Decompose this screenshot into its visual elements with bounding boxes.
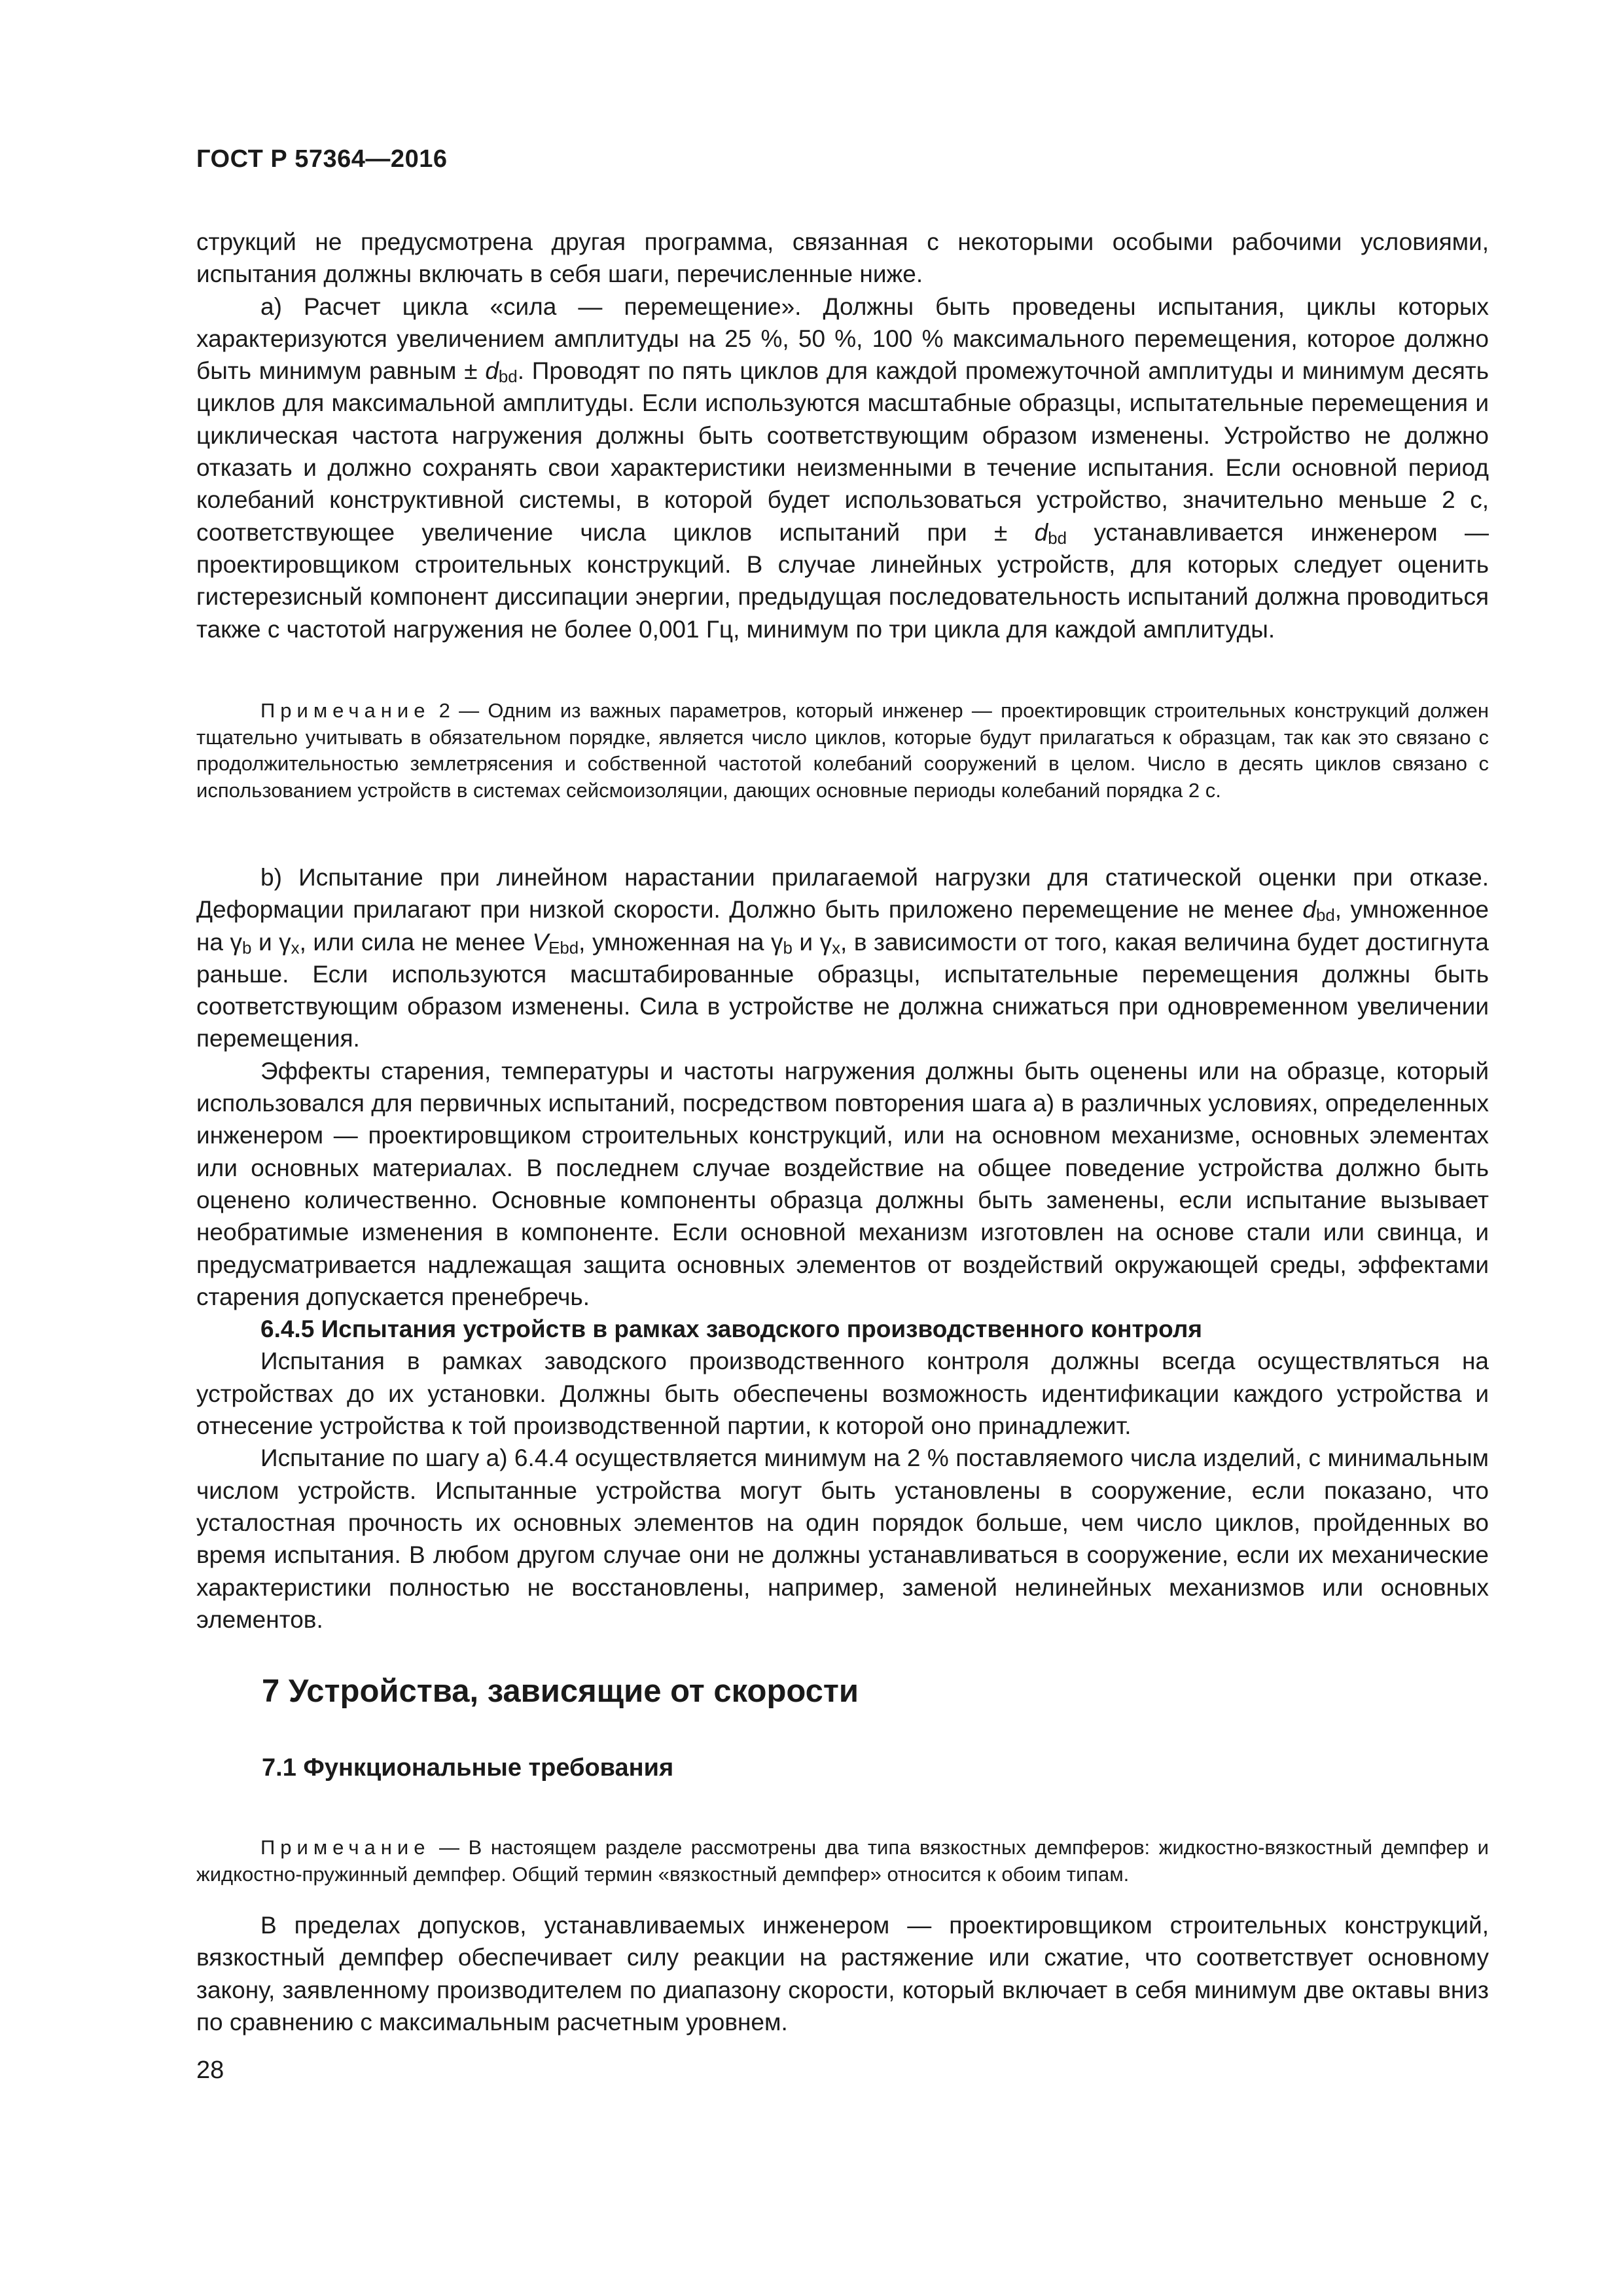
subsection-6-4-5-heading: 6.4.5 Испытания устройств в рамках заводского производственного контроля (260, 1316, 1202, 1343)
note-label: Примечание (260, 699, 431, 722)
subsection-7-1-heading: 7.1 Функциональные требования (262, 1754, 674, 1782)
page-number: 28 (196, 2056, 224, 2084)
note-7-1: Примечание — В настоящем разделе рассмотрены два типа вязкостных демпферов: жидкостно-вязкостный демпфер и жидкостно-пружинный демпфер. Общий термин «вязкостный демпфер» относится к обоим типам. (196, 1836, 1489, 1886)
note-7-1-block (196, 1835, 1489, 1888)
note-label: Примечание (260, 1836, 431, 1859)
step-a-paragraph: а) Расчет цикла «сила — перемещение». Должны быть проведены испытания, циклы которых характеризуются увеличением амплитуды на 25 %, 50 %, 100 % максимального перемещения, которое должно быть минимум равным ± $d_{bd}$. Проводят по пять циклов для каждой промежуточной амплитуды и минимум десять циклов для максимальной амплитуды. Если используются масштабные образцы, испытательные перемещения и циклическая частота нагружения должны быть соответствующим образом изменены. Устройство не должно отказать и должно сохранять свои характеристики неизменными в течение испытания. Если основной период колебаний конструктивной системы, в которой будет использоваться устройство, значительно меньше 2 с, соответствующее увеличение числа циклов испытаний при ± $d_{bd}$ устанавливается инженером — проектировщиком строительных конструкций. В случае линейных устройств, для которых следует оценить гистерезисный компонент диссипации энергии, предыдущая последовательность испытаний должна проводиться также с частотой нагружения не более 0,001 Гц, минимум по три цикла для каждой амплитуды. (196, 293, 1489, 643)
viscous-damper-paragraph: В пределах допусков, устанавливаемых инженером — проектировщиком строительных конструкций, вязкостный демпфер обеспечивает силу реакции на растяжение или сжатие, что соответствует основному закону, заявленному производителем по диапазону скорости, который включает в себя минимум две октавы вниз по сравнению с максимальным расчетным уровнем. (196, 1912, 1489, 2036)
factory-control-paragraph-1: Испытания в рамках заводского производственного контроля должны всегда осуществляться на устройствах до их установки. Должны быть обеспечены возможность идентификации каждого устройства и отнесение устройства к той производственной партии, к которой оно принадлежит. (196, 1348, 1489, 1440)
body-block-3 (196, 1909, 1489, 2038)
step-b-paragraph: b) Испытание при линейном нарастании прилагаемой нагрузки для статической оценки при отказе. Деформации прилагают при низкой скорости. Должно быть приложено перемещение не менее $d_{bd}$, умноженное на $\gamma_b$ и $\gamma_x$, или сила не менее $V_{Ebd}$, умноженная на $\gamma_b$ и $\gamma_x$, в зависимости от того, какая величина будет достигнута раньше. Если используются масштабированные образцы, испытательные перемещения должны быть соответствующим образом изменены. Сила в устройстве не должна снижаться при одновременном увеличении перемещения. (196, 864, 1489, 1052)
note-2: Примечание 2 — Одним из важных параметров, который инженер — проектировщик строительных конструкций должен тщательно учитывать в обязательном порядке, является число циклов, которые будут прилагаться к образцам, так как это связано с продолжительностью землетрясения и собственной частотой колебаний сооружений в целом. Число в десять циклов связано с использованием устройств в системах сейсмоизоляции, дающих основные периоды колебаний порядка 2 с. (196, 699, 1489, 802)
document-header: ГОСТ Р 57364—2016 (196, 145, 448, 173)
aging-paragraph: Эффекты старения, температуры и частоты нагружения должны быть оценены или на образце, который использовался для первичных испытаний, посредством повторения шага а) в различных условиях, определенных инженером — проектировщиком строительных конструкций, или на основном механизме, основных элементах или основных материалах. В последнем случае воздействие на общее поведение устройства должно быть оценено количественно. Основные компоненты образца должны быть заменены, если испытание вызывает необратимые изменения в компоненте. Если основной механизм изготовлен на основе стали или свинца, и предусматривается надлежащая защита основных элементов от воздействий окружающей среды, эффектами старения допускается пренебречь. (196, 1057, 1489, 1310)
continuation-paragraph: струкций не предусмотрена другая программа, связанная с некоторыми особыми рабочими условиями, испытания должны включать в себя шаги, перечисленные ниже. (196, 228, 1489, 288)
section-7-heading: 7 Устройства, зависящие от скорости (262, 1674, 859, 1709)
body-block-1 (196, 226, 1489, 645)
note-2-block (196, 698, 1489, 804)
body-block-2 (196, 861, 1489, 1636)
factory-control-paragraph-2: Испытание по шагу а) 6.4.4 осуществляется минимум на 2 % поставляемого числа изделий, с минимальным числом устройств. Испытанные устройства могут быть установлены в сооружение, если показано, что усталостная прочность их основных элементов на один порядок больше, чем число циклов, пройденных во время испытания. В любом другом случае они не должны устанавливаться в сооружение, если их механические характеристики полностью не восстановлены, например, заменой нелинейных механизмов или основных элементов. (196, 1444, 1489, 1633)
